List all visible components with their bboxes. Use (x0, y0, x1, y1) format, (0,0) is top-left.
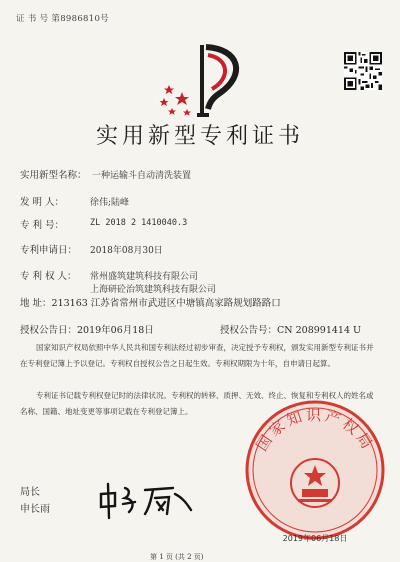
star-icon (183, 109, 191, 116)
grant-announcement-date: 授权公告日：2019年06月18日 (20, 325, 154, 336)
grant-statement-paragraph: 国家知识产权局依照中华人民共和国专利法经过初步审查，决定授予专利权，颁发实用新型专利证书并在专利登记簿上予以登记。专利权自授权公告之日起生效。专利权期限为十年，自申请日起算。 (20, 343, 374, 368)
field-label-name: 实用新型名称： (20, 170, 87, 181)
page-footer: 第 1 页 (共 2 页) (150, 553, 204, 561)
director-title: 局长 (20, 487, 40, 498)
legal-status-paragraph: 专利证书记载专利权登记时的法律状况。专利权的转移、质押、无效、终止、恢复和专利权人的姓名或名称、国籍、地址变更等事项记载在专利登记簿上。 (20, 391, 374, 416)
cnipa-logo-icon (150, 35, 260, 120)
certificate-number: 证 书 号 第8986810号 (16, 14, 109, 24)
star-icon (160, 98, 169, 106)
field-label-inventor: 发 明 人： (20, 197, 65, 208)
field-label-filing-date: 专利申请日： (20, 245, 78, 256)
patent-number: ZL 2018 2 1410040.3 (90, 218, 188, 228)
field-label-patentee: 专 利 权 人： (20, 271, 77, 282)
handwritten-signature-icon (95, 480, 195, 520)
filing-date: 2018年08月30日 (90, 246, 163, 256)
patentee-line-1: 常州盛筑建筑科技有限公司 (90, 272, 199, 282)
star-icon (168, 108, 176, 115)
seal-text: 国家知识产权局 (252, 406, 378, 455)
star-icon (164, 85, 174, 94)
director-name: 申长雨 (20, 504, 50, 515)
qr-code-icon (344, 52, 382, 90)
address-line: 地 址：213163 江苏省常州市武进区中塘镇高家路规划路路口 (20, 298, 281, 309)
field-label-patent-number: 专 利 号： (20, 220, 65, 231)
inventor-names: 徐伟;陆峰 (90, 198, 130, 208)
official-seal-icon (240, 395, 390, 545)
star-icon (175, 92, 189, 105)
grant-announcement-number: 授权公告号：CN 208991414 U (220, 325, 362, 336)
seal-date: 2019年06月18日 (282, 534, 348, 543)
certificate-title: 实用新型专利证书 (95, 124, 304, 149)
patentee-line-2: 上海研砼治筑建筑科技有限公司 (90, 285, 217, 295)
utility-model-name: 一种运输斗自动清洗装置 (92, 171, 192, 181)
